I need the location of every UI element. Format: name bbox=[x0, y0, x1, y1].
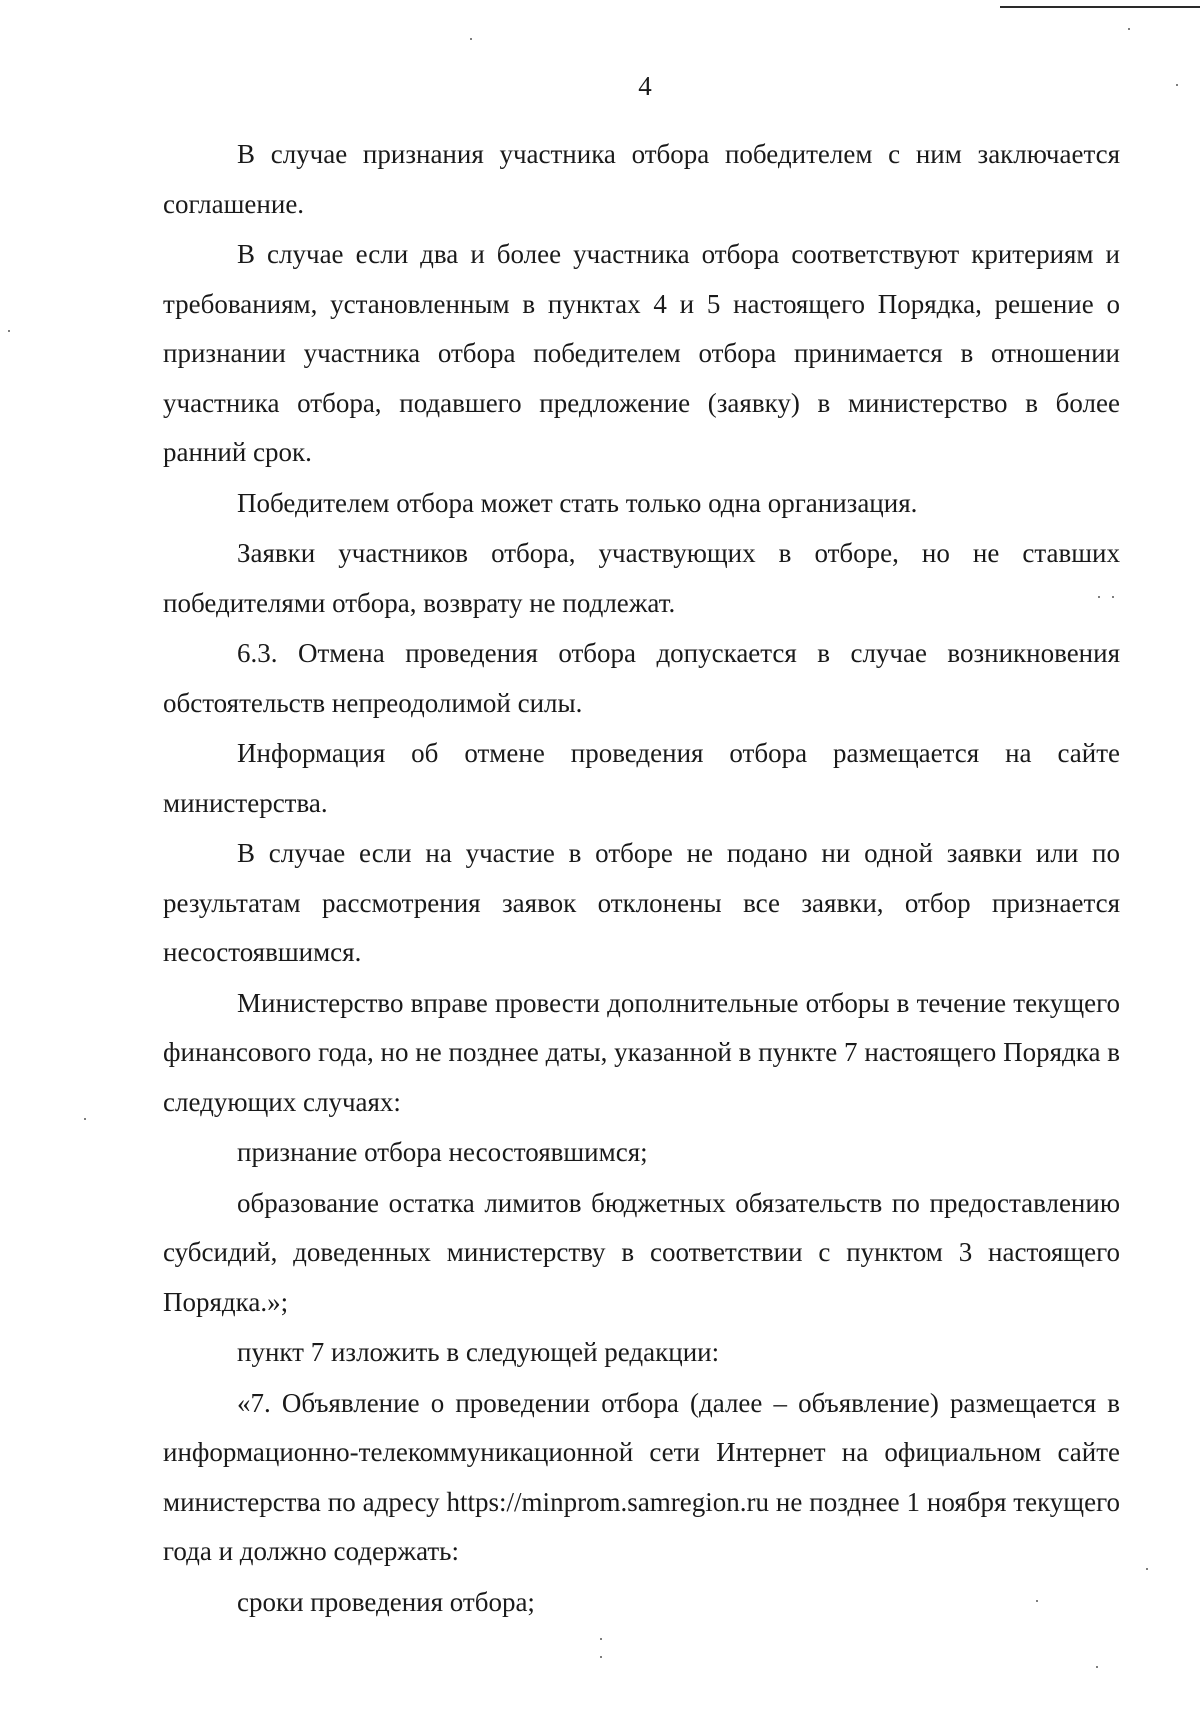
page-number: 4 bbox=[638, 71, 652, 101]
scan-speck bbox=[1112, 596, 1114, 598]
scan-speck bbox=[1146, 1568, 1148, 1570]
paragraph: образование остатка лимитов бюджетных обязательств по предоставлению субсидий, доведенных министерству в соответствии с пунктом 3 настоящего Порядка.»; bbox=[163, 1187, 1120, 1317]
paragraph: Победителем отбора может стать только одна организация. bbox=[237, 487, 918, 518]
paragraph: сроки проведения отбора; bbox=[237, 1586, 535, 1617]
paragraph: Заявки участников отбора, участвующих в отборе, но не ставших победителями отбора, возврату не подлежат. bbox=[163, 538, 1120, 618]
scan-speck bbox=[470, 38, 472, 40]
paragraph: Информация об отмене проведения отбора размещается на сайте министерства. bbox=[163, 738, 1120, 818]
paragraph: «7. Объявление о проведении отбора (далее – объявление) размещается в информационно-телекоммуникационной сети Интернет на официальном сайте министерства по адресу https://minprom.samregion.ru не позднее 1 ноября текущего года и должно содержать: bbox=[163, 1387, 1120, 1566]
scan-speck bbox=[600, 1638, 602, 1640]
paragraph: В случае если два и более участника отбора соответствуют критериям и требованиям, установленным в пунктах 4 и 5 настоящего Порядка, решение о признании участника отбора победителем отбора принимается в отношении участника отбора, подавшего предложение (заявку) в министерство в более ранний срок. bbox=[163, 239, 1120, 467]
paragraph: В случае если на участие в отборе не подано ни одной заявки или по результатам рассмотрения заявок отклонены все заявки, отбор признается несостоявшимся. bbox=[163, 838, 1120, 967]
paragraph: В случае признания участника отбора победителем с ним заключается соглашение. bbox=[163, 139, 1120, 219]
scan-speck bbox=[1098, 596, 1100, 598]
scan-speck bbox=[8, 330, 10, 332]
scan-speck bbox=[1096, 1666, 1098, 1668]
scan-speck bbox=[600, 1656, 602, 1658]
scan-speck bbox=[1128, 28, 1130, 30]
paragraph: пункт 7 изложить в следующей редакции: bbox=[237, 1337, 720, 1367]
scan-speck bbox=[84, 1118, 86, 1120]
document-body bbox=[163, 130, 1120, 1627]
paragraph: 6.3. Отмена проведения отбора допускается в случае возникновения обстоятельств непреодолимой силы. bbox=[163, 638, 1120, 718]
scan-speck bbox=[1176, 84, 1178, 86]
top-rule bbox=[1000, 6, 1200, 8]
scan-speck bbox=[1036, 1600, 1038, 1602]
paragraph: Министерство вправе провести дополнительные отборы в течение текущего финансового года, но не позднее даты, указанной в пункте 7 настоящего Порядка в следующих случаях: bbox=[163, 987, 1120, 1117]
paragraph: признание отбора несостоявшимся; bbox=[237, 1137, 648, 1167]
